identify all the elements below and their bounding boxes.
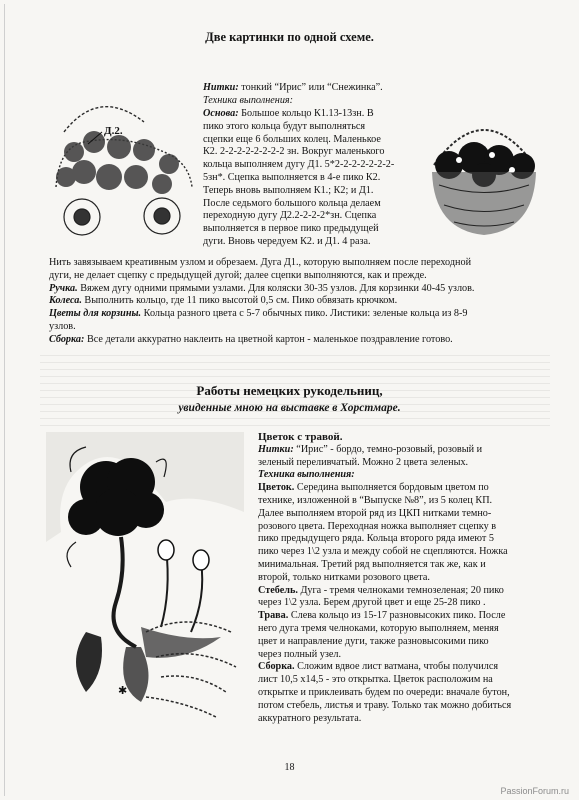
section2-subtitle: увиденные мною на выставке в Хорстмаре. xyxy=(178,402,401,414)
flower-grass-tatting-image xyxy=(46,432,244,730)
flowers-text-cont: узлов. xyxy=(49,320,76,332)
base-line: пико этого кольца будут выполняться xyxy=(203,120,366,132)
grass-line: через полный узел. xyxy=(258,648,342,660)
section2-text xyxy=(258,431,558,725)
assembly-line: открытке и приклеивать будем по очереди: вначале бутон, xyxy=(258,686,510,698)
flower-line: розового цвета. Переходная ножка выполняет сцепку в xyxy=(258,520,497,532)
threads-label: Нитки: xyxy=(203,82,239,93)
assembly-line: аккуратного результата. xyxy=(258,712,362,724)
flower-line: технике, изложенной в “Выпуске №8”, из 5 колец КП. xyxy=(258,494,493,506)
section2-title: Работы немецких рукодельниц, xyxy=(196,383,383,398)
assembly-label-2: Сборка. xyxy=(258,661,295,673)
assembly-line: потом стебель, листья и траву. Только так можно добиться xyxy=(258,699,512,711)
wheels-text: Выполнить кольцо, где 11 пико высотой 0,5 см. Пико обвязать крючком. xyxy=(84,295,398,307)
basket-tatting-image xyxy=(414,110,554,250)
flower-line: пико предыдущего ряда. Кольца второго ряда имеют 5 xyxy=(258,533,494,545)
flowers-label: Цветы для корзины. xyxy=(49,308,142,320)
stem-label: Стебель. xyxy=(258,584,298,596)
assembly-line: лист 10,5 х14,5 - это открытка. Цветок расположим на xyxy=(258,674,493,686)
page-number: 18 xyxy=(284,762,295,773)
grass-line: цвет и направление дуги, также разновысокими пико xyxy=(258,635,489,647)
section1-continuation xyxy=(49,257,564,347)
handles-text: Вяжем дугу одними прямыми узлами. Для коляски 30-35 узлов. Для корзинки 40-45 узлов. xyxy=(80,282,475,294)
assembly-line: Сложим вдвое лист ватмана, чтобы получился xyxy=(297,661,499,673)
flower-label: Цветок. xyxy=(258,482,295,494)
flower-line: минимальная. Третий ряд выполняется так же, как и xyxy=(258,558,486,570)
grass-line: него дуга тремя челноками, которую выполняем, меняя xyxy=(258,622,499,634)
watermark: PassionForum.ru xyxy=(500,786,569,796)
threads-line: зеленый переливчатый. Можно 2 цвета зеленых. xyxy=(258,456,469,468)
base-line: К2. 2-2-2-2-2-2-2-2 зн. Вокруг маленького xyxy=(203,146,385,158)
base-line: выполняется в первое пико предыдущей xyxy=(203,223,379,235)
full-line: Нить завязываем креативным узлом и обрезаем. Дуга Д1., которую выполняем после переходной xyxy=(49,257,472,268)
base-line: Большое кольцо К1.13-13зн. В xyxy=(241,108,374,119)
base-line: 5зн*. Сцепка выполняется в 4-е пико К2. xyxy=(203,171,381,183)
grass-line: Слева кольцо из 15-17 разновысоких пико. После xyxy=(290,610,506,622)
base-line: переходную дугу Д2.2-2-2-2*зн. Сцепка xyxy=(203,210,377,222)
threads-label-2: Нитки: xyxy=(258,443,294,455)
item-title: Цветок с травой. xyxy=(258,431,343,443)
full-line: дуги, не делает сцепку с предыдущей дугой; далее сцепки выполняются, как и прежде. xyxy=(49,269,427,281)
technique-heading: Техника выполнения: xyxy=(203,95,294,106)
flower-line: Далее выполняем второй ряд из ЦКП нитками темно- xyxy=(258,507,492,519)
flower-line: пико через 1\2 узла и между собой не сцепляются. Ножка xyxy=(258,546,508,558)
assembly-label: Сборка: xyxy=(49,333,85,345)
base-line: дуги. Вновь чередуем К2. и Д1. 4 раза. xyxy=(203,235,371,247)
flowers-text: Кольца разного цвета с 5-7 обычных пико. Листики: зеленые кольца из 8-9 xyxy=(143,308,468,320)
diagram-label-d2: Д.2. xyxy=(104,125,123,137)
flower-line: второй, только нитками розового цвета. xyxy=(258,571,430,583)
stroller-tatting-image xyxy=(44,92,200,240)
base-line: После седьмого большого кольца делаем xyxy=(203,197,381,209)
assembly-text: Все детали аккуратно наклеить на цветной картон - маленькое поздравление готово. xyxy=(86,333,453,345)
stem-line: через 1\2 узла. Берем другой цвет и еще 25-28 пико . xyxy=(258,597,486,609)
base-line: сцепки еще 6 больших колец. Маленькое xyxy=(203,133,381,145)
grass-label: Трава. xyxy=(258,610,289,622)
stem-line: Дуга - тремя челноками темнозеленая; 20 пико xyxy=(300,584,504,596)
base-line: кольца выполняем дугу Д1. 5*2-2-2-2-2-2-2- xyxy=(203,159,395,171)
base-paragraph xyxy=(203,108,418,249)
base-label: Основа: xyxy=(203,108,239,119)
flower-line: Середина выполняется бордовым цветом по xyxy=(296,482,489,494)
base-line: Теперь вновь выполняем К1.; К2; и Д1. xyxy=(203,184,374,196)
threads-text: тонкий “Ирис” или “Снежинка”. xyxy=(241,82,383,93)
threads-paragraph xyxy=(203,82,563,95)
section1-title: Две картинки по одной схеме. xyxy=(205,30,374,44)
threads-line: “Ирис” - бордо, темно-розовый, розовый и xyxy=(296,443,483,455)
handles-label: Ручка. xyxy=(49,282,78,294)
wheels-label: Колеса. xyxy=(49,295,82,307)
photo-mark: ✱ xyxy=(118,684,128,697)
technique-heading-2: Техника выполнения: xyxy=(258,469,355,481)
